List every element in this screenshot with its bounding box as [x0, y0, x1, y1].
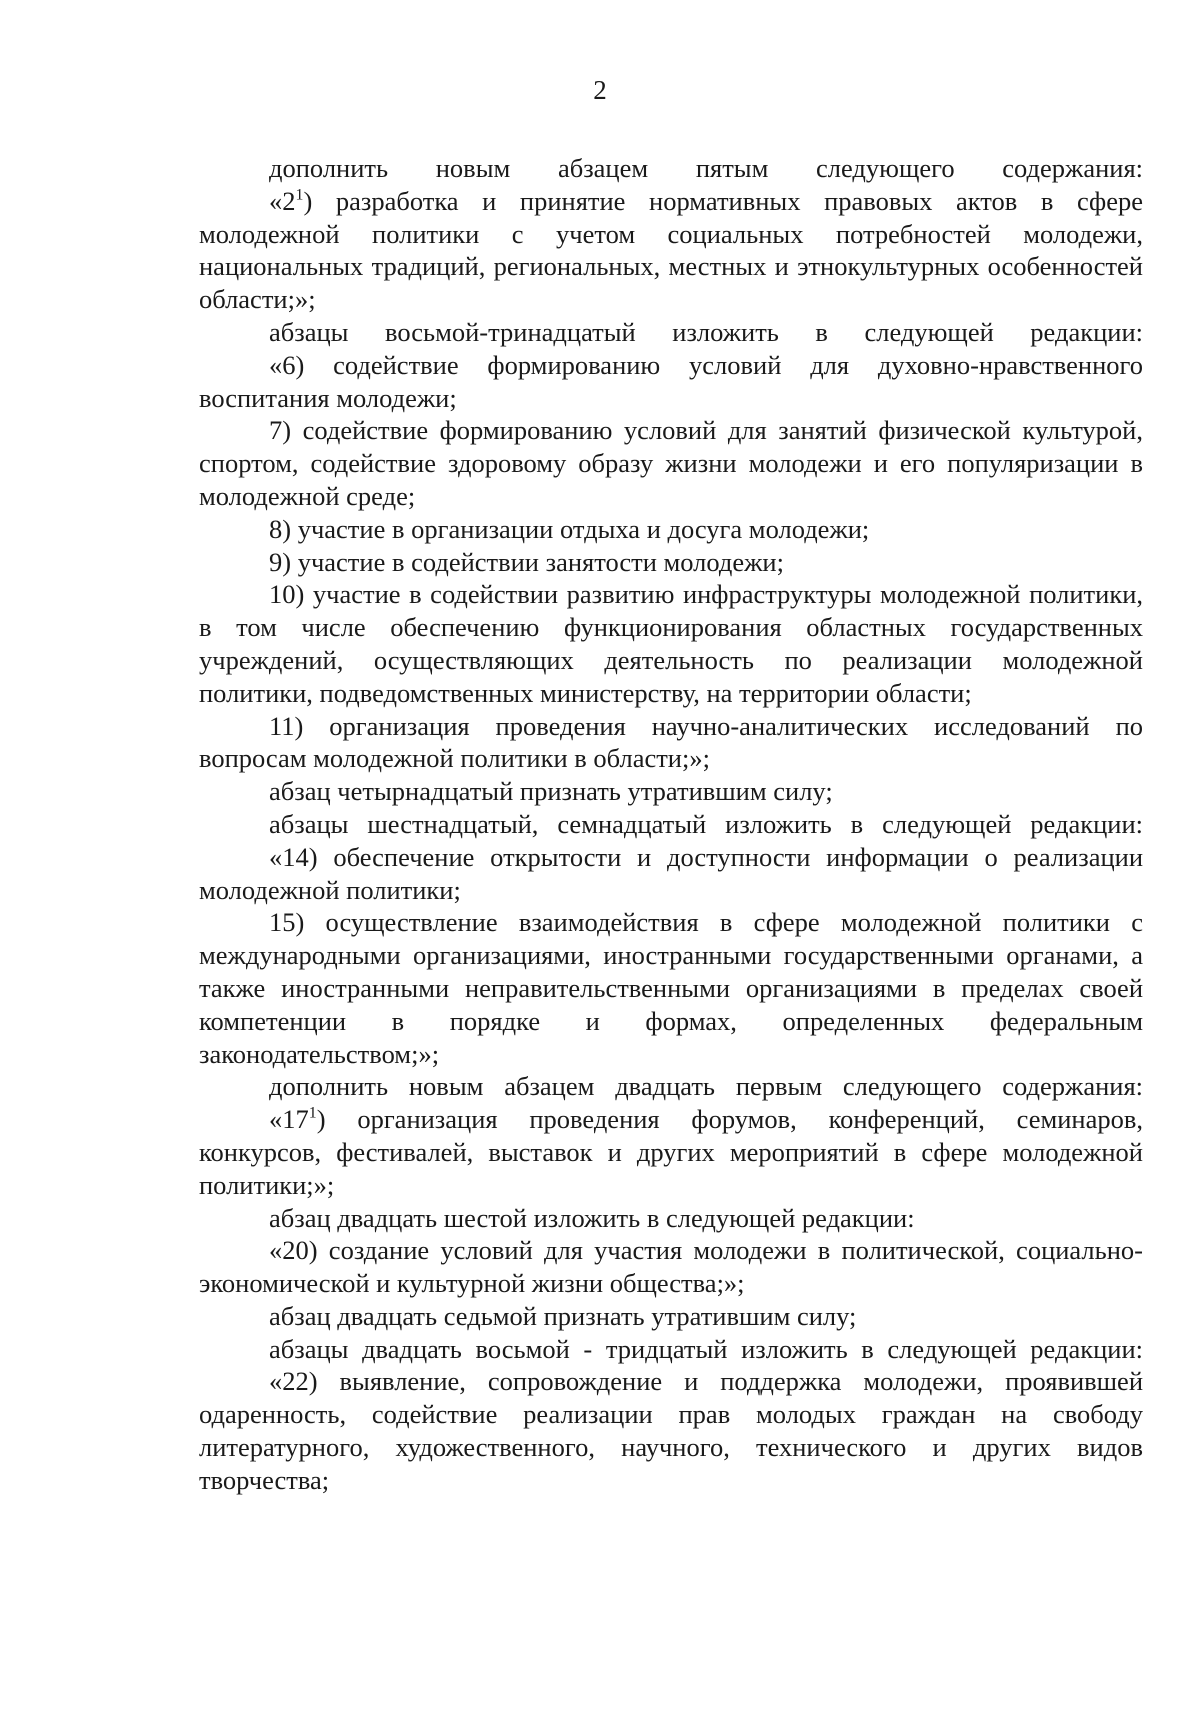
- paragraph: абзацы восьмой-тринадцатый изложить в следующей редакции:: [269, 316, 1143, 347]
- paragraph-item-17-1: [199, 1103, 1143, 1201]
- item-number-close: ): [303, 185, 336, 216]
- item-number: «2: [269, 185, 296, 216]
- paragraph: 10) участие в содействии развитию инфраструктуры молодежной политики, в том числе обеспечению функционирования областных государственных учреждений, осуществляющих деятельность по реализации молодежной политики, подведомственных министерству, на территории области;: [199, 579, 1143, 708]
- paragraph: 15) осуществление взаимодействия в сфере молодежной политики с международными организациями, иностранными государственными органами, а также иностранными неправительственными организациями в пределах своей компетенции в порядке и формах, определенных федеральным законодательством;»;: [199, 907, 1143, 1069]
- paragraph: 7) содействие формированию условий для занятий физической культурой, спортом, содействие здоровому образу жизни молодежи и его популяризации в молодежной среде;: [199, 415, 1143, 511]
- paragraph: 11) организация проведения научно-аналитических исследований по вопросам молодежной политики в области;»;: [199, 710, 1143, 774]
- item-number-close: ): [316, 1104, 358, 1135]
- paragraph: 9) участие в содействии занятости молодежи;: [269, 546, 784, 577]
- page-number: 2: [593, 75, 607, 105]
- item-number: «17: [269, 1104, 309, 1135]
- paragraph: абзац двадцать седьмой признать утратившим силу;: [269, 1300, 857, 1331]
- paragraph: дополнить новым абзацем двадцать первым следующего содержания:: [269, 1071, 1143, 1102]
- paragraph: «22) выявление, сопровождение и поддержка молодежи, проявившей одаренность, содействие реализации прав молодых граждан на свободу литературного, художественного, научного, технического и других видов творчества;: [199, 1366, 1143, 1495]
- paragraph: абзацы шестнадцатый, семнадцатый изложить в следующей редакции:: [269, 808, 1143, 839]
- paragraph: абзац четырнадцатый признать утратившим силу;: [269, 776, 833, 807]
- paragraph: «20) создание условий для участия молодежи в политической, социально-экономической и культурной жизни общества;»;: [199, 1235, 1143, 1299]
- paragraph-text: организация проведения форумов, конференций, семинаров, конкурсов, фестивалей, выставок и других мероприятий в сфере молодежной политики;»;: [199, 1104, 1143, 1200]
- paragraph-text: разработка и принятие нормативных правовых актов в сфере молодежной политики с учетом социальных потребностей молодежи, национальных традиций, региональных, местных и этнокультурных особенностей области;»;: [199, 185, 1143, 315]
- paragraph-item-2-1: [199, 185, 1143, 316]
- item-superscript: 1: [295, 186, 304, 204]
- item-superscript: 1: [308, 1104, 317, 1122]
- paragraph: «6) содействие формированию условий для духовно-нравственного воспитания молодежи;: [199, 349, 1143, 413]
- paragraph: дополнить новым абзацем пятым следующего содержания:: [269, 153, 1143, 183]
- paragraph: абзац двадцать шестой изложить в следующей редакции:: [269, 1202, 915, 1233]
- paragraph: 8) участие в организации отдыха и досуга молодежи;: [269, 513, 870, 544]
- paragraph: абзацы двадцать восьмой - тридцатый изложить в следующей редакции:: [269, 1333, 1143, 1364]
- paragraph: «14) обеспечение открытости и доступности информации о реализации молодежной политики;: [199, 841, 1143, 905]
- document-body: [199, 152, 1143, 1497]
